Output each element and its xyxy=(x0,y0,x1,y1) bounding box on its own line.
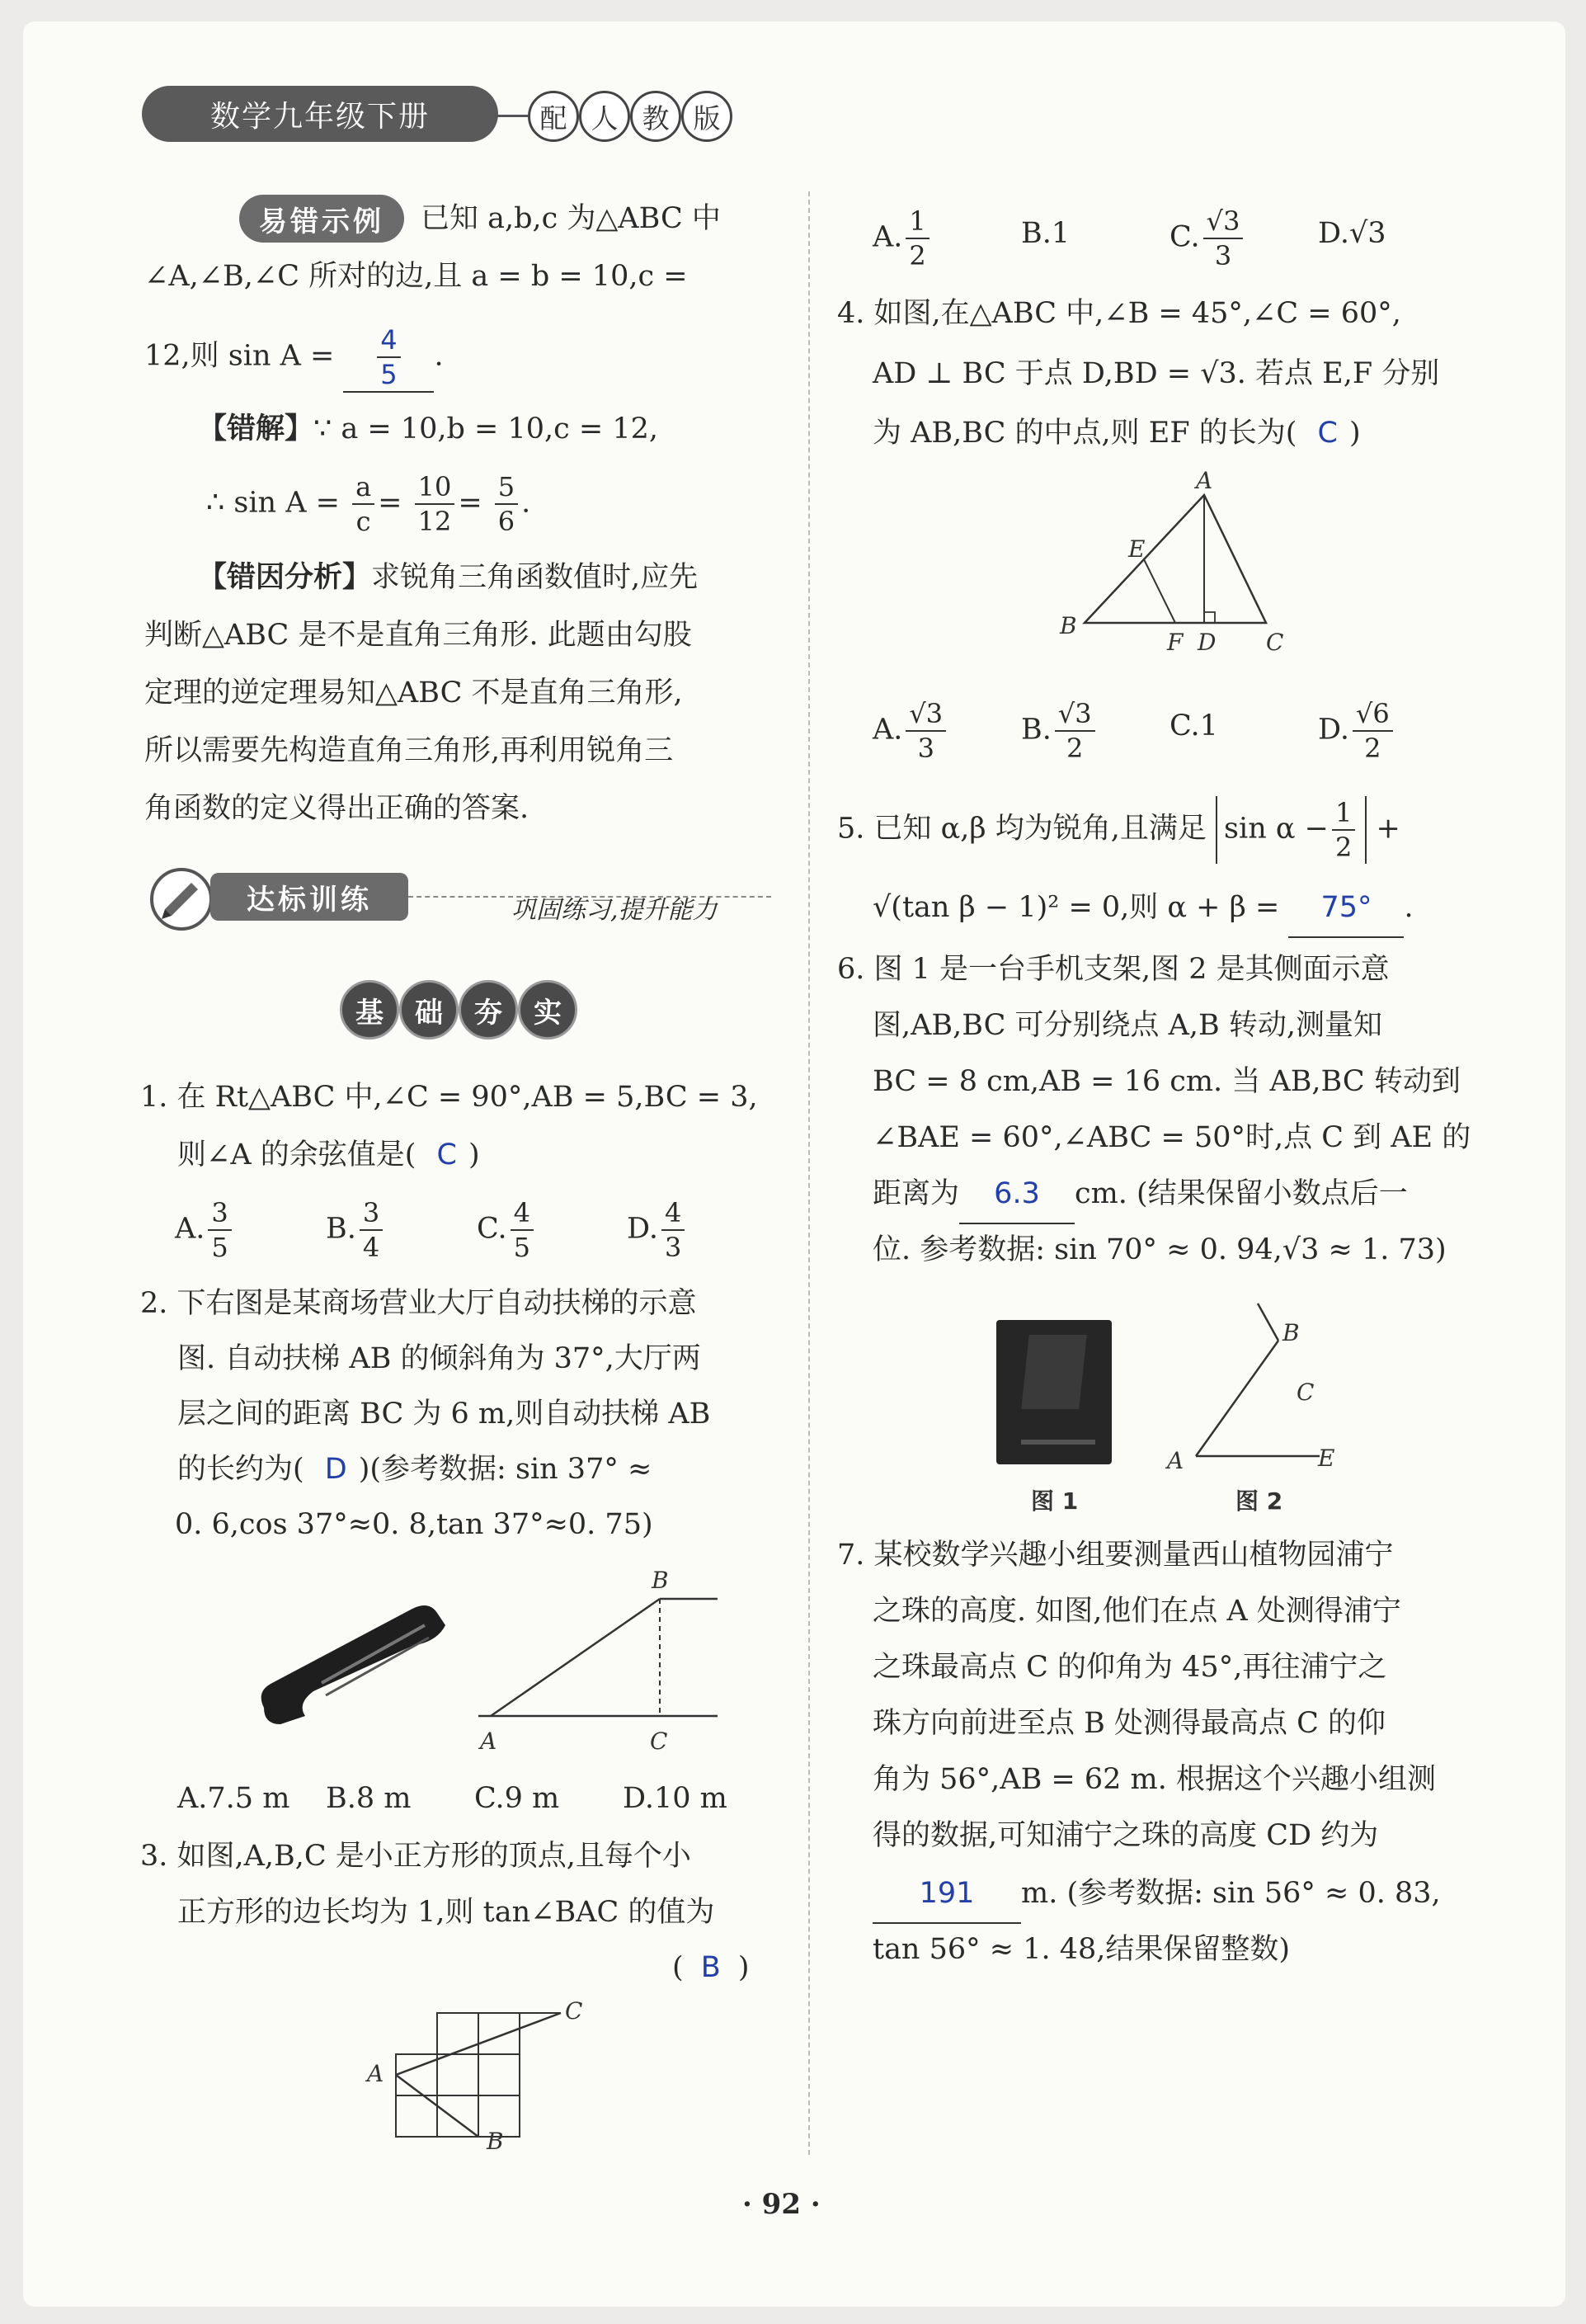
q1-stem: 则∠A 的余弦值是( xyxy=(177,1138,417,1171)
section-char-3: 夯 xyxy=(459,980,518,1039)
wrong-frac-3-num: 5 xyxy=(495,470,518,505)
q3-option-c-num: √3 xyxy=(1203,205,1244,239)
q6-line-6: 位. 参考数据: sin 70° ≈ 0. 94,√3 ≈ 1. 73) xyxy=(873,1233,1447,1266)
q3-option-b xyxy=(1021,205,1070,262)
example-answer-den: 5 xyxy=(380,359,398,390)
q3-option-c xyxy=(1169,205,1246,272)
q3-option-a xyxy=(873,205,933,272)
escalator-photo xyxy=(261,1605,445,1724)
q2-label-a: A xyxy=(480,1728,497,1755)
q4-option-c xyxy=(1169,697,1218,755)
q6-line-5 xyxy=(873,1165,1408,1224)
wrong-frac-3-den: 6 xyxy=(497,506,515,537)
q4-line-1: 4. 如图,在△ABC 中,∠B = 45°,∠C = 60°, xyxy=(837,297,1401,330)
q5-abs-num: 1 xyxy=(1332,796,1355,831)
q4-option-d-den: 2 xyxy=(1364,733,1381,764)
q4-option-a-num: √3 xyxy=(906,697,946,732)
q4-option-a-den: 3 xyxy=(917,733,934,764)
q7-answer: 191 xyxy=(873,1864,1021,1924)
example-answer-num: 4 xyxy=(377,323,400,358)
q3-option-d xyxy=(1318,205,1386,262)
q3-label-c: C xyxy=(565,1997,583,2025)
q1-option-b-num: 3 xyxy=(360,1196,383,1231)
q4-label-b: B xyxy=(1060,612,1077,639)
q6-line-3: BC = 8 cm,AB = 16 cm. 当 AB,BC 转动到 xyxy=(873,1065,1461,1098)
analysis-line-2: 判断△ABC 是不是直角三角形. 此题由勾股 xyxy=(144,619,692,652)
training-subtitle: 巩固练习,提升能力 xyxy=(511,896,718,925)
q4-option-b xyxy=(1021,697,1099,765)
q1-option-b xyxy=(326,1196,386,1264)
wrong-calc-prefix: ∴ sin A = xyxy=(206,486,340,520)
q1-option-c-label: C. xyxy=(477,1212,507,1246)
analysis-line-1 xyxy=(198,549,698,606)
wrong-frac-1-den: c xyxy=(355,506,371,537)
q1-option-a xyxy=(175,1196,235,1264)
q4-close: ) xyxy=(1348,417,1361,450)
book-title-banner xyxy=(142,86,498,142)
q4-option-d-label: D. xyxy=(1318,713,1349,747)
q1-close: ) xyxy=(468,1138,480,1171)
q2-option-c: C.9 m xyxy=(474,1782,560,1815)
q3-answer-bracket: ( B ) xyxy=(672,1951,750,1984)
q1-option-d-num: 4 xyxy=(661,1196,685,1231)
q3-option-a-num: 1 xyxy=(906,205,929,239)
training-tag-label: 达标训练 xyxy=(247,883,372,917)
q1-option-c-num: 4 xyxy=(511,1196,534,1231)
example-line-1: 已知 a,b,c 为△ABC 中 xyxy=(421,202,721,235)
training-tag xyxy=(210,873,408,921)
q6-stem: 距离为 xyxy=(873,1177,960,1210)
q4-option-d-num: √6 xyxy=(1353,697,1393,732)
q3-line-2: 正方形的边长均为 1,则 tan∠BAC 的值为 xyxy=(177,1896,715,1929)
analysis-line-4: 所以需要先构造直角三角形,再利用锐角三 xyxy=(144,734,674,767)
q2-line-5: 0. 6,cos 37°≈0. 8,tan 37°≈0. 75) xyxy=(175,1508,653,1541)
q1-option-b-label: B. xyxy=(326,1212,356,1246)
q4-label-e: E xyxy=(1128,535,1146,563)
q6-line-2: 图,AB,BC 可分别绕点 A,B 转动,测量知 xyxy=(873,1009,1383,1042)
example-answer xyxy=(377,323,400,391)
wrong-frac-2-num: 10 xyxy=(415,470,455,505)
q7-line-6: 得的数据,可知浦宁之珠的高度 CD 约为 xyxy=(873,1819,1379,1852)
wrong-frac-2-den: 12 xyxy=(417,506,452,537)
q4-line-2: AD ⊥ BC 于点 D,BD = √3. 若点 E,F 分别 xyxy=(873,357,1440,390)
q1-option-c-den: 5 xyxy=(513,1232,531,1263)
q2-line-3: 层之间的距离 BC 为 6 m,则自动扶梯 AB xyxy=(177,1398,711,1431)
q1-line-2 xyxy=(177,1126,480,1184)
q6-label-a: A xyxy=(1167,1447,1184,1474)
q4-label-a: A xyxy=(1196,470,1213,494)
q3-option-b-label: B. xyxy=(1021,217,1052,250)
q3-grid-figure xyxy=(355,1996,602,2153)
q6-label-c: C xyxy=(1297,1379,1315,1406)
q1-option-a-den: 5 xyxy=(211,1232,228,1263)
section-char-4: 实 xyxy=(518,980,577,1039)
q7-reference-1: m. (参考数据: sin 56° ≈ 0. 83, xyxy=(1021,1877,1441,1910)
q1-answer: C xyxy=(436,1138,457,1171)
q4-answer: C xyxy=(1317,417,1338,450)
q4-option-b-label: B. xyxy=(1021,713,1052,747)
q7-line-3: 之珠最高点 C 的仰角为 45°,再往浦宁之 xyxy=(873,1651,1387,1684)
q4-triangle xyxy=(1085,495,1266,623)
edition-char-4: 版 xyxy=(681,91,732,142)
q5-line-2 xyxy=(873,879,1414,938)
q6-line-bc xyxy=(1258,1303,1278,1341)
q4-option-c-label: C. xyxy=(1169,709,1200,742)
q4-line-3 xyxy=(873,404,1361,462)
q2-line-1: 2. 下右图是某商场营业大厅自动扶梯的示意 xyxy=(140,1287,697,1320)
q2-escalator-line xyxy=(491,1599,660,1716)
q5-answer: 75° xyxy=(1288,879,1404,938)
q1-option-a-num: 3 xyxy=(208,1196,231,1231)
wrong-frac-2 xyxy=(415,470,455,538)
q5-absolute-value xyxy=(1216,796,1367,864)
example-line-2: ∠A,∠B,∠C 所对的边,且 a = b = 10,c = xyxy=(144,260,688,293)
wrong-calculation: ∴ sin A = $\frac{a}{c}$ = $\frac{10}{12}$ = $\frac{5}{6}$ . xyxy=(206,471,531,537)
example-answer-blank xyxy=(343,323,434,393)
q7-line-5: 角为 56°,AB = 62 m. 根据这个兴趣小组测 xyxy=(873,1763,1436,1796)
q3-option-a-den: 2 xyxy=(909,240,926,271)
wrong-label: 【错解】 xyxy=(198,412,314,445)
edition-char-3: 教 xyxy=(630,91,681,142)
q4-label-d: D xyxy=(1198,629,1217,656)
wrong-frac-1-num: a xyxy=(352,470,374,505)
q1-option-d-label: D. xyxy=(627,1212,658,1246)
book-title: 数学九年级下册 xyxy=(209,99,430,134)
example-line-3-text: 12,则 sin A = xyxy=(144,339,335,373)
q5-end: . xyxy=(1404,891,1414,924)
q3-line-1: 3. 如图,A,B,C 是小正方形的顶点,且每个小 xyxy=(140,1840,691,1873)
q4-segment-ef xyxy=(1144,559,1175,623)
q6-line-4: ∠BAE = 60°,∠ABC = 50°时,点 C 到 AE 的 xyxy=(873,1121,1471,1154)
wrong-frac-1 xyxy=(352,470,374,538)
section-char-1: 基 xyxy=(340,980,399,1039)
q4-option-a xyxy=(873,697,949,765)
q6-answer: 6.3 xyxy=(959,1165,1075,1224)
wrong-solution xyxy=(198,400,658,458)
q2-label-b: B xyxy=(652,1567,669,1594)
q4-option-a-label: A. xyxy=(873,713,903,747)
q5-stem: 5. 已知 α,β 均为锐角,且满足 xyxy=(837,812,1207,846)
analysis-line-5: 角函数的定义得出正确的答案. xyxy=(144,792,529,825)
example-tag xyxy=(239,195,404,243)
page-number: · 92 · xyxy=(742,2188,821,2221)
q1-option-b-den: 4 xyxy=(362,1232,380,1263)
header-connector xyxy=(495,115,528,117)
q6-label-e: E xyxy=(1318,1445,1335,1472)
q4-label-f: F xyxy=(1167,629,1184,656)
q3-option-d-text: √3 xyxy=(1348,217,1386,250)
q6-side-view-figure xyxy=(1155,1295,1353,1477)
q4-option-d xyxy=(1318,697,1396,765)
q6-line-ab xyxy=(1196,1341,1278,1456)
q3-label-b: B xyxy=(487,2128,504,2153)
q3-label-a: A xyxy=(367,2060,384,2087)
q2-answer: D xyxy=(324,1453,347,1486)
section-char-2: 础 xyxy=(399,980,459,1039)
q6-fig1-caption: 图 1 xyxy=(1031,1487,1079,1515)
q4-stem: 为 AB,BC 的中点,则 EF 的长为( xyxy=(873,417,1297,450)
q2-line-4 xyxy=(177,1440,652,1498)
q1-line-1: 1. 在 Rt△ABC 中,∠C = 90°,AB = 5,BC = 3, xyxy=(140,1081,758,1114)
q5-plus: + xyxy=(1376,812,1400,846)
q3-option-c-den: 3 xyxy=(1214,240,1232,271)
phone-stand-body xyxy=(1021,1335,1086,1409)
q2-option-d: D.10 m xyxy=(623,1782,727,1815)
q7-line-8: tan 56° ≈ 1. 48,结果保留整数) xyxy=(873,1933,1291,1966)
q5-line-1 xyxy=(837,796,1400,864)
analysis-label: 【错因分析】 xyxy=(198,561,372,594)
q7-line-7 xyxy=(873,1864,1441,1924)
q4-right-angle-mark xyxy=(1204,612,1215,623)
pencil-book-icon xyxy=(148,866,214,932)
q2-label-c: C xyxy=(650,1728,668,1755)
q6-label-b: B xyxy=(1282,1319,1300,1346)
example-line-3: 12,则 sin A = $\frac{4}{5}$ . xyxy=(144,323,444,393)
q3-option-d-label: D. xyxy=(1318,217,1349,250)
q7-line-2: 之珠的高度. 如图,他们在点 A 处测得浦宁 xyxy=(873,1595,1401,1628)
q2-option-b: B.8 m xyxy=(326,1782,412,1815)
q4-option-b-num: √3 xyxy=(1055,697,1095,732)
column-divider xyxy=(808,191,810,2155)
q5-abs-den: 2 xyxy=(1334,832,1353,863)
phone-stand-photo xyxy=(996,1320,1112,1464)
q3-option-c-label: C. xyxy=(1169,220,1200,254)
q3-answer: B xyxy=(700,1951,721,1984)
q5-condition: √(tan β − 1)² = 0,则 α + β = xyxy=(873,891,1280,924)
q4-option-c-text: 1 xyxy=(1199,709,1218,742)
q2-stem: 的长约为( xyxy=(177,1453,304,1486)
q1-option-c xyxy=(477,1196,537,1264)
q2-reference-1: )(参考数据: sin 37° ≈ xyxy=(358,1453,652,1486)
q4-triangle-figure xyxy=(1047,470,1295,660)
q2-option-a: A.7.5 m xyxy=(177,1782,290,1815)
edition-char-2: 人 xyxy=(579,91,630,142)
q1-option-d-den: 3 xyxy=(664,1232,682,1263)
q1-option-a-label: A. xyxy=(175,1212,205,1246)
q2-figure xyxy=(247,1567,742,1765)
q7-line-4: 珠方向前进至点 B 处测得最高点 C 的仰 xyxy=(873,1707,1386,1740)
edition-char-1: 配 xyxy=(528,91,579,142)
q4-label-c: C xyxy=(1266,629,1284,656)
analysis-text-1: 求锐角三角函数值时,应先 xyxy=(371,561,699,594)
q5-abs-text: sin α − xyxy=(1224,812,1329,846)
q7-line-1: 7. 某校数学兴趣小组要测量西山植物园浦宁 xyxy=(837,1539,1394,1572)
analysis-line-3: 定理的逆定理易知△ABC 不是直角三角形, xyxy=(144,676,683,709)
q4-option-b-den: 2 xyxy=(1066,733,1084,764)
phone-stand-base xyxy=(1021,1440,1095,1445)
wrong-line: ∵ a = 10,b = 10,c = 12, xyxy=(313,412,658,445)
q6-line-1: 6. 图 1 是一台手机支架,图 2 是其侧面示意 xyxy=(837,953,1390,986)
q6-fig2-caption: 图 2 xyxy=(1235,1487,1283,1515)
q2-line-2: 图. 自动扶梯 AB 的倾斜角为 37°,大厅两 xyxy=(177,1342,701,1375)
example-tag-label: 易错示例 xyxy=(259,205,384,238)
wrong-frac-3 xyxy=(495,470,518,538)
q1-option-d xyxy=(627,1196,688,1264)
q3-option-a-label: A. xyxy=(873,220,903,254)
q3-option-b-text: 1 xyxy=(1051,217,1071,250)
q6-instruction: cm. (结果保留小数点后一 xyxy=(1075,1177,1408,1210)
